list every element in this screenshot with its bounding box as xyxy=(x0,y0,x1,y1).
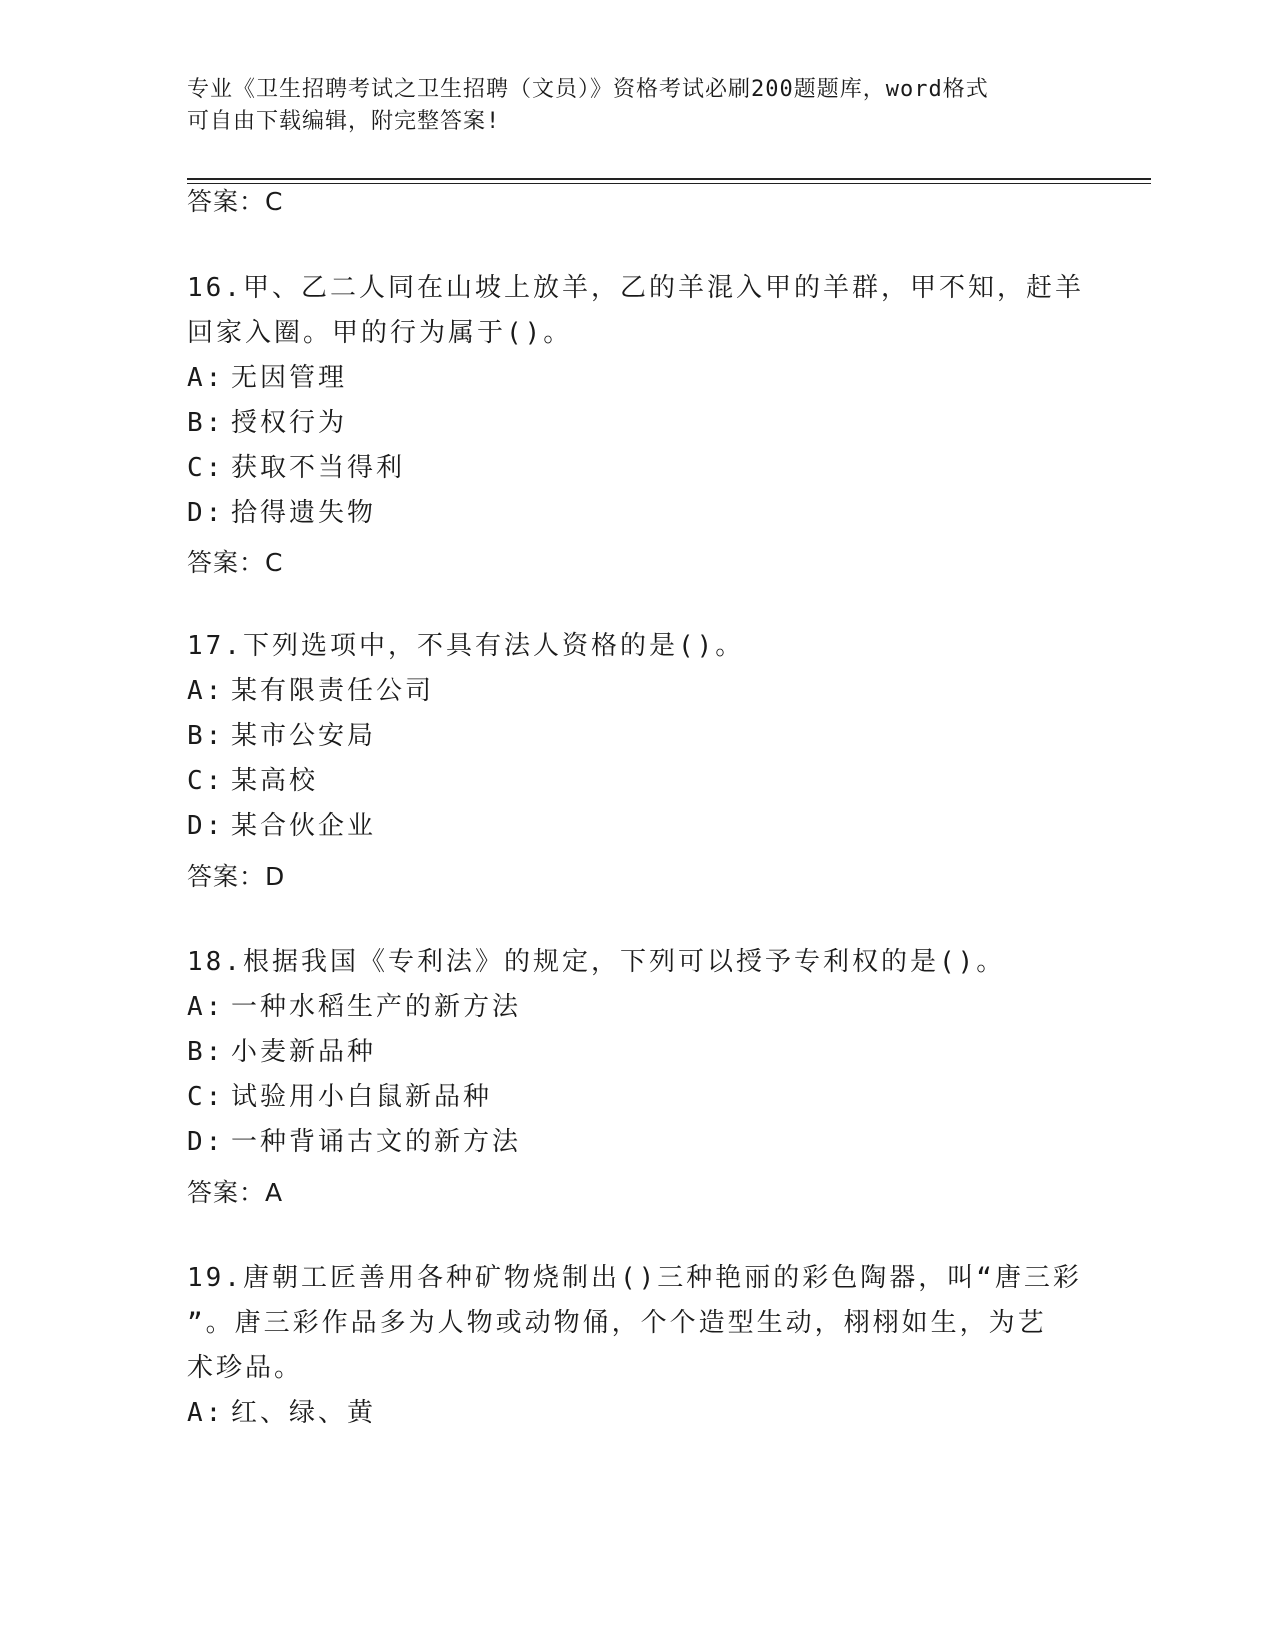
question-stem-line: 19.唐朝工匠善用各种矿物烧制出()三种艳丽的彩色陶器，叫“唐三彩 xyxy=(187,1263,1082,1293)
option-a xyxy=(187,1391,1087,1436)
option-letter: D: xyxy=(187,811,225,841)
header-divider-thick xyxy=(187,178,1151,180)
option-text: 获取不当得利 xyxy=(231,453,406,483)
option-text: 拾得遗失物 xyxy=(231,498,377,528)
option-letter: D: xyxy=(187,498,225,528)
option-letter: A: xyxy=(187,676,225,706)
option-letter: B: xyxy=(187,1037,225,1067)
question-stem-line: 术珍品。 xyxy=(187,1353,304,1383)
option-text: 授权行为 xyxy=(231,408,348,438)
question-stem-line: ”。唐三彩作品多为人物或动物俑，个个造型生动，栩栩如生，为艺 xyxy=(187,1308,1047,1338)
option-text: 无因管理 xyxy=(231,363,348,393)
option-c xyxy=(187,759,1087,804)
option-d xyxy=(187,491,1087,536)
question-stem-line: 回家入圈。甲的行为属于()。 xyxy=(187,318,573,348)
option-c xyxy=(187,446,1087,491)
answer-18: 答案：A xyxy=(187,1178,284,1207)
option-a xyxy=(187,356,1087,401)
option-text: 某有限责任公司 xyxy=(231,676,435,706)
option-text: 红、绿、黄 xyxy=(231,1398,377,1428)
header-line-1: 专业《卫生招聘考试之卫生招聘（文员）》资格考试必刷200题题库，word格式 xyxy=(187,77,989,102)
option-d xyxy=(187,804,1087,849)
option-a xyxy=(187,669,1087,714)
option-b xyxy=(187,714,1087,759)
option-text: 试验用小白鼠新品种 xyxy=(231,1082,493,1112)
option-b xyxy=(187,401,1087,446)
option-letter: C: xyxy=(187,453,225,483)
option-letter: D: xyxy=(187,1127,225,1157)
question-17 xyxy=(187,624,1087,849)
document-header xyxy=(187,74,1087,138)
option-d xyxy=(187,1120,1087,1165)
question-16 xyxy=(187,266,1087,536)
option-b xyxy=(187,1030,1087,1075)
option-letter: B: xyxy=(187,721,225,751)
option-letter: A: xyxy=(187,363,225,393)
question-stem-line: 18.根据我国《专利法》的规定，下列可以授予专利权的是()。 xyxy=(187,947,1006,977)
option-letter: C: xyxy=(187,1082,225,1112)
previous-answer: 答案：C xyxy=(187,187,284,216)
question-stem-line: 16.甲、乙二人同在山坡上放羊，乙的羊混入甲的羊群，甲不知，赶羊 xyxy=(187,273,1084,303)
question-stem-line: 17.下列选项中，不具有法人资格的是()。 xyxy=(187,631,745,661)
answer-16: 答案：C xyxy=(187,548,284,577)
option-letter: C: xyxy=(187,766,225,796)
option-letter: B: xyxy=(187,408,225,438)
answer-17: 答案：D xyxy=(187,862,286,891)
option-text: 小麦新品种 xyxy=(231,1037,377,1067)
option-text: 某市公安局 xyxy=(231,721,377,751)
option-letter: A: xyxy=(187,992,225,1022)
option-text: 一种水稻生产的新方法 xyxy=(231,992,522,1022)
option-text: 某合伙企业 xyxy=(231,811,377,841)
header-line-2: 可自由下载编辑，附完整答案! xyxy=(187,109,501,134)
question-18 xyxy=(187,940,1087,1165)
option-text: 一种背诵古文的新方法 xyxy=(231,1127,522,1157)
question-19 xyxy=(187,1256,1087,1436)
option-a xyxy=(187,985,1087,1030)
option-c xyxy=(187,1075,1087,1120)
option-text: 某高校 xyxy=(231,766,319,796)
option-letter: A: xyxy=(187,1398,225,1428)
